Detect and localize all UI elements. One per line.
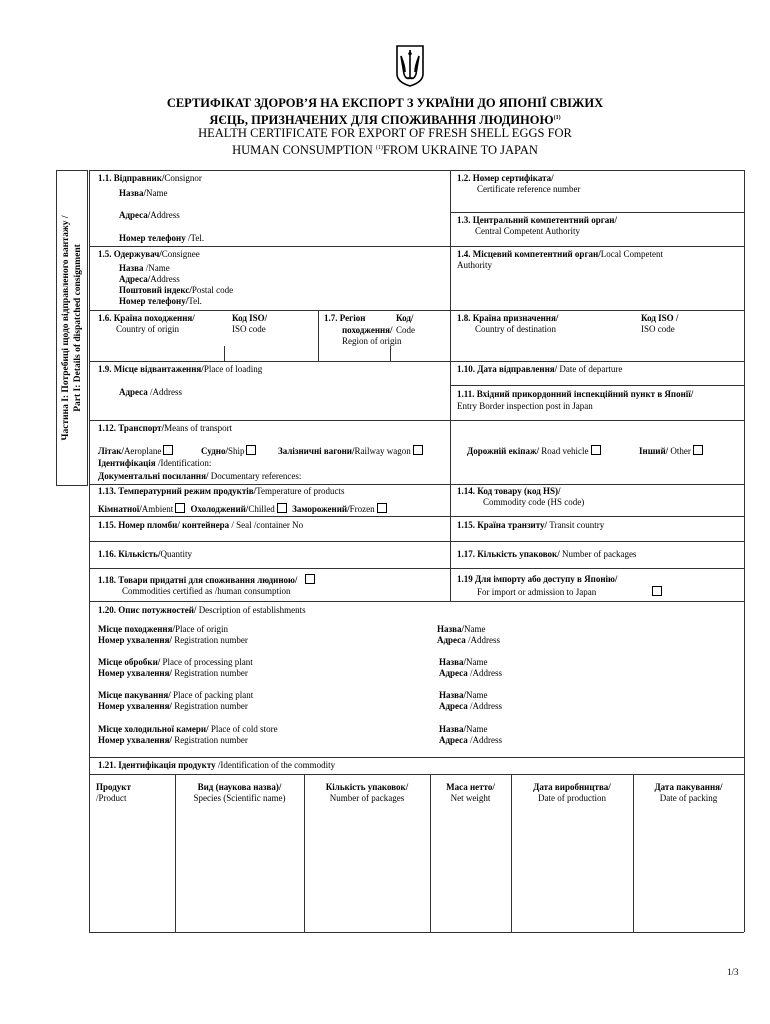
col-net-weight-header: Маса нетто/ Net weight [446,782,495,803]
field-1-8-label: 1.8. Країна призначення/ [457,313,559,323]
establishment-origin-address: Адреса /Address [437,635,501,645]
field-1-18-en: Commodities certified as /human consumption [122,586,291,596]
field-1-2-en: Certificate reference number [477,184,581,194]
title-en-line2: HUMAN CONSUMPTION $^{(1)}$FROM UKRAINE TO JAPAN [232,143,538,158]
field-1-7-code-label: Код/ [396,313,414,323]
col-production-date-header: Дата виробництва/ Date of production [533,782,611,803]
aeroplane-checkbox[interactable] [163,445,173,455]
field-1-17-label: 1.17. Кількість упаковок/ Number of packages [457,549,637,559]
field-1-3-label: 1.3. Центральний компетентний орган/ [457,215,617,225]
ship-checkbox[interactable] [246,445,256,455]
field-1-8-iso-en: ISO code [641,324,675,334]
consignee-postal-label: Поштовий індекс/Postal code [119,285,234,295]
page-number: 1/3 [727,967,739,977]
establishment-processing-reg: Номер ухвалення/ Registration number [98,668,248,678]
establishment-packing-address: Адреса /Address [439,701,503,711]
field-1-8-iso-label: Код ISO / [641,313,679,323]
consignee-name-label: Назва /Name [119,263,170,273]
field-1-16-label: 1.16. Кількість/Quantity [98,549,192,559]
chilled-checkbox[interactable] [277,503,287,513]
establishment-coldstore-reg: Номер ухвалення/ Registration number [98,735,248,745]
field-1-14-en: Commodity code (HS code) [483,497,585,507]
field-1-4-label: 1.4. Місцевий компетентний орган/Local Competent [457,249,663,259]
field-1-7-label2: походження/ [342,325,393,335]
consignee-tel-label: Номер телефону/Tel. [119,296,202,306]
consignor-address-label: Адреса/Address [119,210,180,220]
title-en-line1: HEALTH CERTIFICATE FOR EXPORT OF FRESH SHELL EGGS FOR [198,126,572,140]
field-1-10-label: 1.10. Дата відправлення/ Date of departure [457,364,623,374]
rail-checkbox[interactable] [413,445,423,455]
transport-identification-label: Ідентифікація /Identification: [98,458,212,468]
field-1-15-label: 1.15. Номер пломби/ контейнера / Seal /container No [98,520,304,530]
field-1-6-iso-label: Код ISO/ [232,313,268,323]
establishment-coldstore-address: Адреса /Address [439,735,503,745]
ukraine-trident-icon [395,44,425,88]
field-1-19-en: For import or admission to Japan [477,586,665,598]
establishment-processing-address: Адреса /Address [439,668,503,678]
ambient-checkbox[interactable] [175,503,185,513]
field-1-21-label: 1.21. Ідентифікація продукту /Identification of the commodity [98,760,336,770]
title-ua-line2: ЯЄЦЬ, ПРИЗНАЧЕНИХ ДЛЯ СПОЖИВАННЯ ЛЮДИНОЮ$^{(1)}$ [209,113,561,128]
field-1-20-label: 1.20. Опис потужностей/ Description of establishments [98,605,306,615]
col-packages-header: Кількість упаковок/ Number of packages [325,782,409,803]
field-1-1-label: 1.1. Відправник/Consignor [98,173,202,183]
loading-address-label: Адреса /Address [119,387,183,397]
title-ua-line1: СЕРТИФІКАТ ЗДОРОВ’Я НА ЕКСПОРТ З УКРАЇНИ ДО ЯПОНІЇ СВІЖИХ [166,96,604,110]
field-1-11-label: 1.11. Вхідний прикордонний інспекційний пункт в Японії/ [457,389,694,399]
field-1-11-en: Entry Border inspection post in Japan [457,401,593,411]
establishment-origin-place: Місце походження/Place of origin [98,624,228,634]
transport-ship-option: Судно/Ship [201,445,259,457]
col-product-header: Продукт /Product [96,782,131,803]
field-1-7-code-en: Code [396,325,415,335]
field-1-6-en: Country of origin [116,324,179,334]
field-1-4-en2: Authority [457,260,492,270]
establishment-packing-reg: Номер ухвалення/ Registration number [98,701,248,711]
establishment-origin-reg: Номер ухвалення/ Registration number [98,635,248,645]
establishment-coldstore-name: Назва/Name [439,724,488,734]
consignor-tel-label: Номер телефону /Tel. [119,233,205,243]
field-1-5-label: 1.5. Одержувач/Consignee [98,249,200,259]
field-1-2-label: 1.2. Номер сертифіката/ [457,173,554,183]
human-consumption-checkbox[interactable] [305,574,315,584]
field-1-8-en: Country of destination [475,324,556,334]
field-1-15-transit-label: 1.15. Країна транзиту/ Transit country [457,520,605,530]
import-checkbox[interactable] [652,586,662,596]
field-1-13-label: 1.13. Температурний режим продуктів/Temperature of products [98,486,345,496]
establishment-processing-name: Назва/Name [439,657,488,667]
establishment-packing-place: Місце пакування/ Place of packing plant [98,690,254,700]
col-species-header: Вид (наукова назва)/ Species (Scientific name) [193,782,286,803]
field-1-6-iso-en: ISO code [232,324,266,334]
documentary-references-label: Документальні посилання/ Documentary references: [98,471,302,481]
consignee-address-label: Адреса/Address [119,274,180,284]
field-1-6-label: 1.6. Країна походження/ [98,313,195,323]
field-1-19-label: 1.19 Для імпорту або доступу в Японію/ [457,574,618,584]
col-packing-date-header: Дата пакування/ Date of packing [654,782,723,803]
transport-aeroplane-option: Літак/Aeroplane [98,445,176,457]
field-1-18-label: 1.18. Товари придатні для споживання людиною/ [98,574,318,586]
temperature-options: Кімнатної/Ambient Охолоджений/Chilled Заморожений/Frozen [98,503,390,515]
field-1-9-label: 1.9. Місце відвантаження/Place of loading [98,364,263,374]
establishment-coldstore-place: Місце холодильної камери/ Place of cold store [98,724,278,734]
establishment-origin-name: Назва/Name [437,624,486,634]
transport-road-option: Дорожній екіпаж/ Road vehicle [467,445,604,457]
road-checkbox[interactable] [591,445,601,455]
part1-side-label: Частина I: Потребиці щодо відправленого вантажу / Part I: Details of dispatched consignment [56,170,88,486]
establishment-processing-place: Місце обробки/ Place of processing plant [98,657,253,667]
consignor-name-label: Назва/Name [119,188,168,198]
field-1-12-label: 1.12. Транспорт/Means of transport [98,423,233,433]
field-1-14-label: 1.14. Код товару (код HS)/ [457,486,561,496]
field-1-7-label: 1.7. Регіон [324,313,366,323]
establishment-packing-name: Назва/Name [439,690,488,700]
transport-other-option: Інший/ Other [639,445,706,457]
field-1-7-en: Region of origin [342,336,402,346]
transport-rail-option: Залізничні вагони/Railway wagon [278,445,426,457]
field-1-3-en: Central Competent Authority [475,226,580,236]
other-checkbox[interactable] [693,445,703,455]
frozen-checkbox[interactable] [377,503,387,513]
